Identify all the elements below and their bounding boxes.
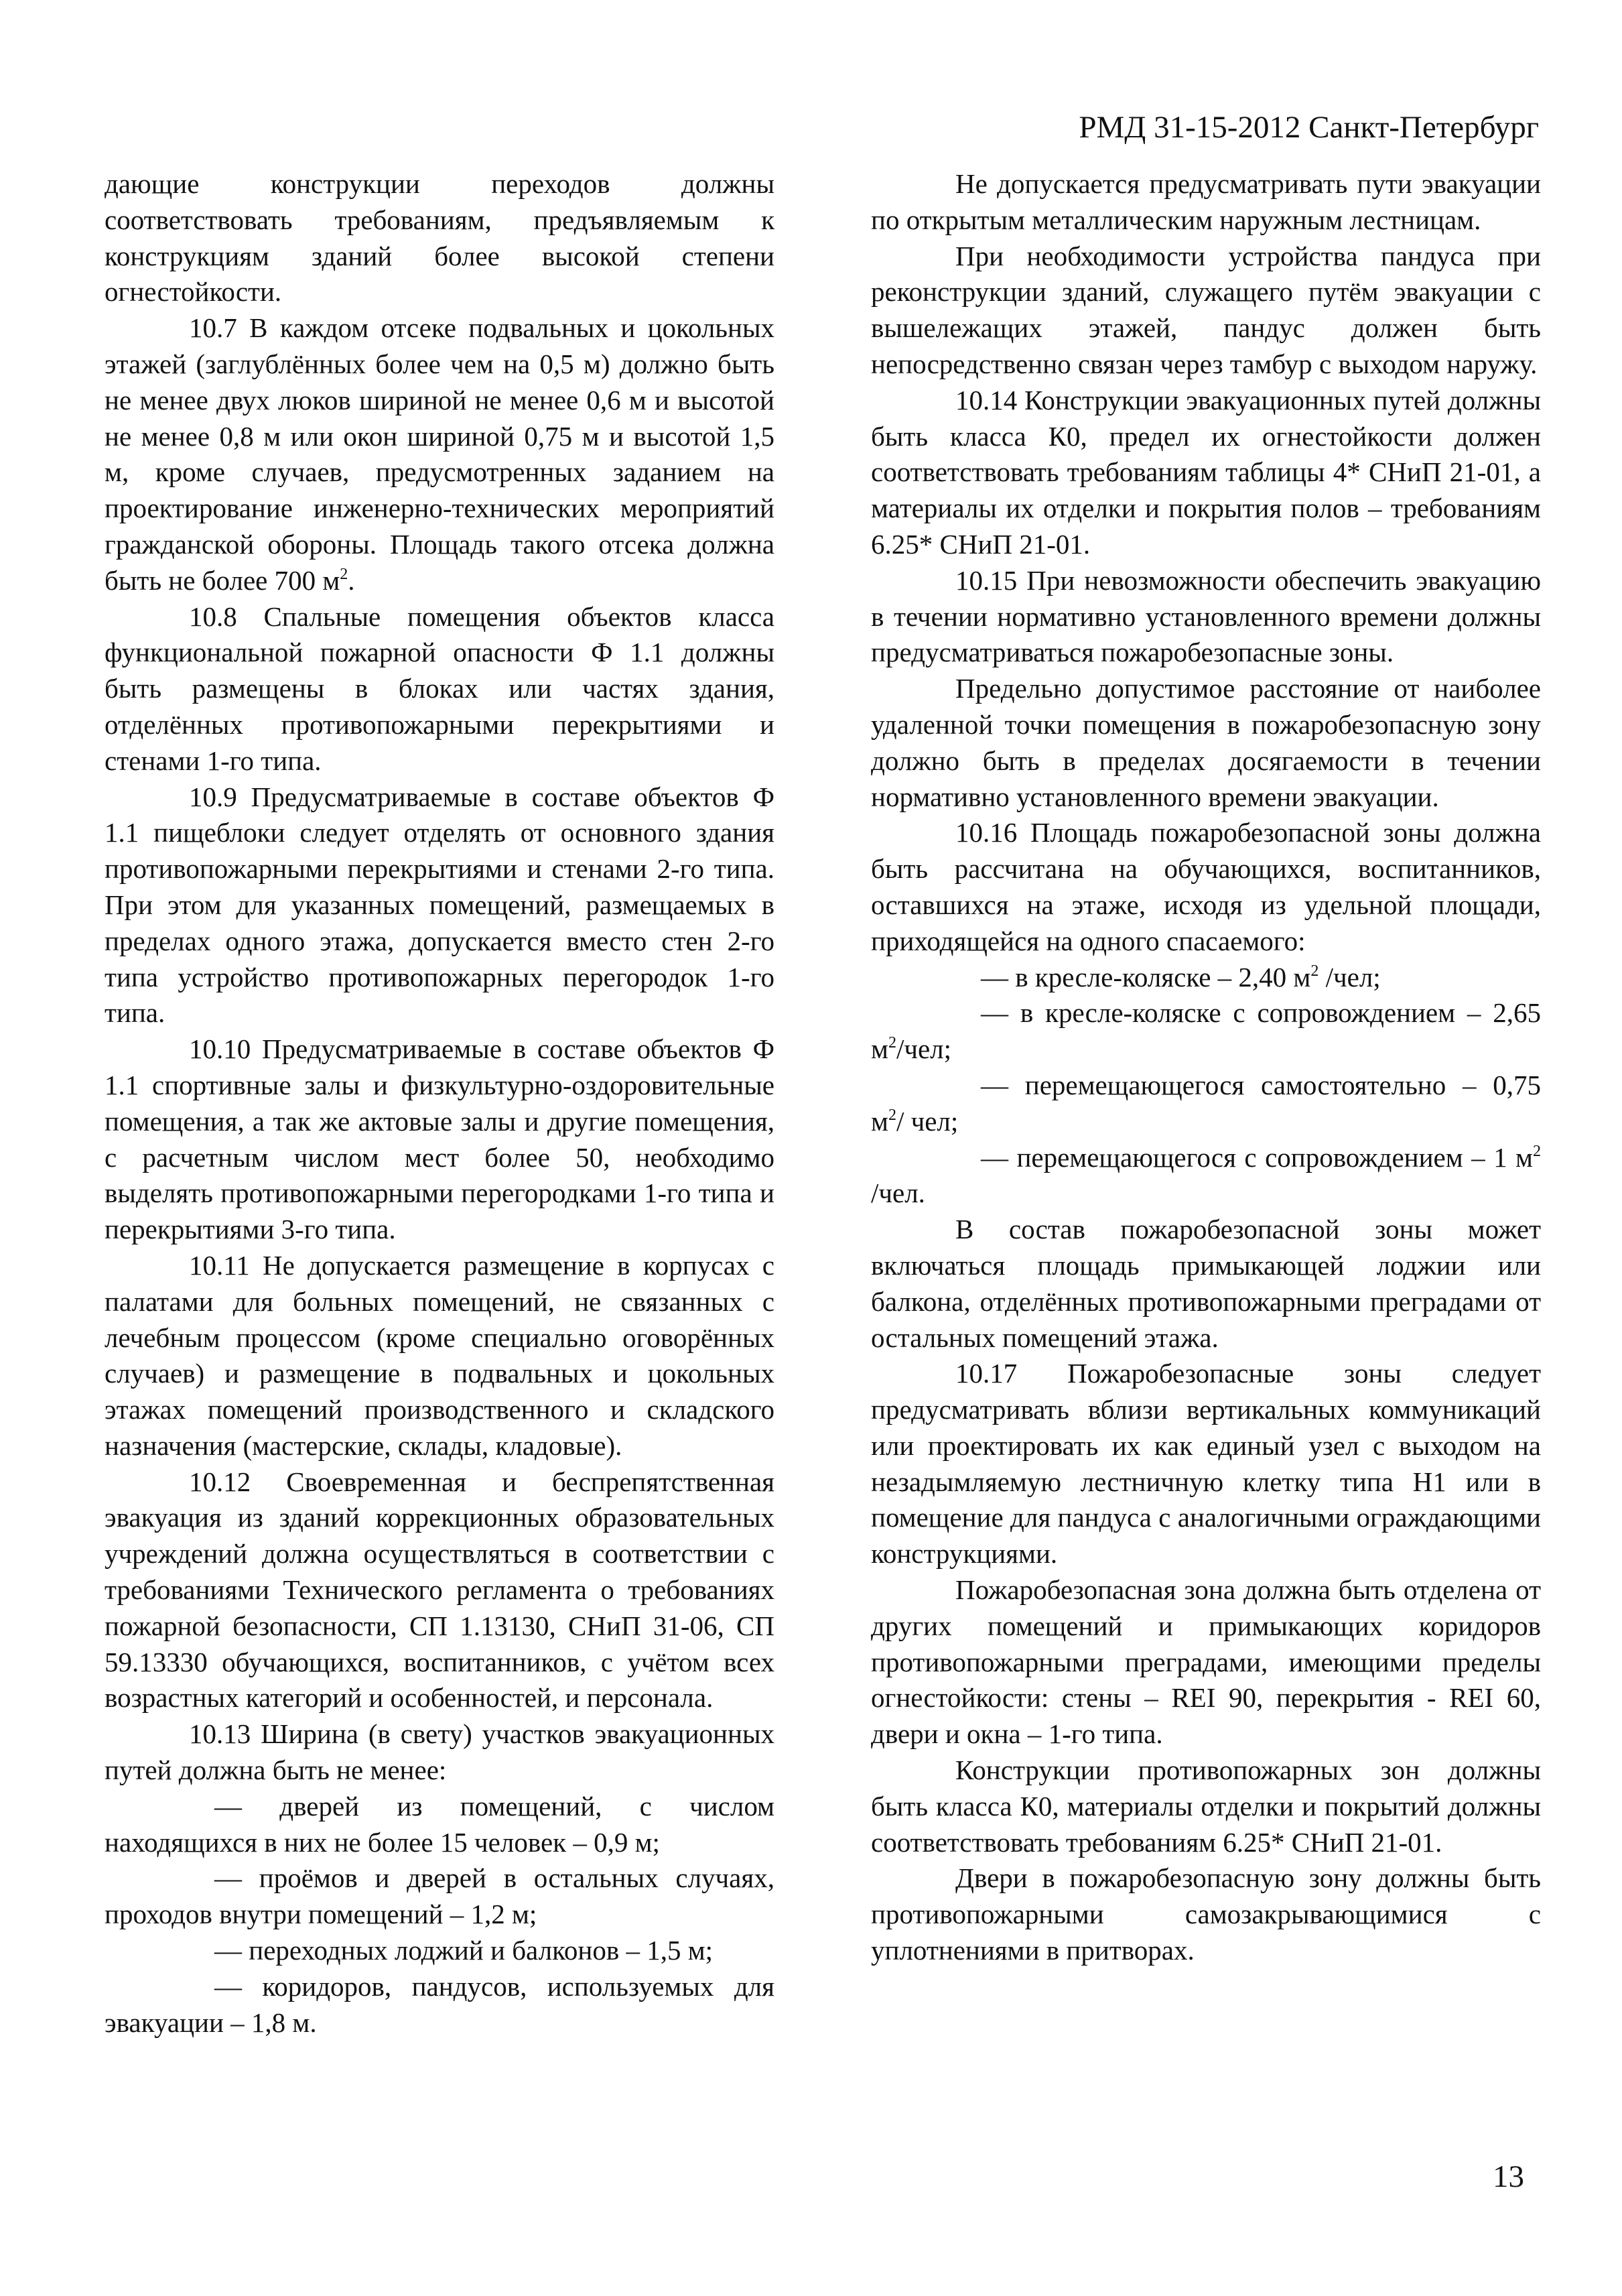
paragraph-10-10: 10.10 Предусматриваемые в составе объектов Ф 1.1 спортивные залы и физкультурно-оздоровительные помещения, а так же актовые залы и другие помещения, с расчетным числом мест более 50, необходимо выделять противопожарными перегородками 1-го типа и перекрытиями 3-го типа. <box>105 1033 774 1245</box>
list-item-wheelchair-unit: /чел; <box>1319 961 1381 993</box>
list-item-wheelchair-escort-text: — в кресле-коляске с сопровождением – 2,65 м <box>871 997 1541 1065</box>
paragraph-zone-composition: В состав пожаробезопасной зоны может включаться площадь примыкающей лоджии или балкона, отделённых противопожарными преградами от остальных помещений этажа. <box>871 1214 1541 1353</box>
paragraph-zone-separation: Пожаробезопасная зона должна быть отделена от других помещений и примыкающих коридоров противопожарными преградами, имеющими пределы огнестойкости: стены – REI 90, перекрытия - REI 60, двери и окна – 1-го типа. <box>871 1574 1541 1750</box>
superscript-2: 2 <box>1533 1142 1541 1160</box>
list-item-wheelchair-escort <box>871 995 1541 1068</box>
list-item-doors: — дверей из помещений, с числом находящихся в них не более 15 человек – 0,9 м; <box>105 1790 774 1858</box>
list-item-wheelchair-text: — в кресле-коляске – 2,40 м <box>981 961 1311 993</box>
superscript-2: 2 <box>340 565 348 583</box>
list-item-self-moving-text: — перемещающегося самостоятельно – 0,75 м <box>871 1069 1541 1137</box>
list-item-corridors: — коридоров, пандусов, используемых для эвакуации – 1,8 м. <box>105 1970 774 2038</box>
page-number: 13 <box>1493 2159 1524 2194</box>
list-item-loggias: — переходных лоджий и балконов – 1,5 м; <box>214 1935 714 1966</box>
document-header: РМД 31-15-2012 Санкт-Петербург <box>1079 110 1539 145</box>
left-column <box>105 166 774 2041</box>
list-item-openings: — проёмов и дверей в остальных случаях, проходов внутри помещений – 1,2 м; <box>105 1862 774 1930</box>
paragraph-continuation: дающие конструкции переходов должны соответствовать требованиям, предъявляемым к конструкциям зданий более высокой степени огнестойкости. <box>105 168 774 308</box>
superscript-2: 2 <box>888 1034 896 1052</box>
paragraph-10-11: 10.11 Не допускается размещение в корпусах с палатами для больных помещений, не связанных с лечебным процессом (кроме специально оговорённых случаев) и размещение в подвальных и цокольных этажах помещений производственного и складского назначения (мастерские, склады, кладовые). <box>105 1249 774 1461</box>
list-item-wheelchair <box>871 960 1541 996</box>
list-item-self-moving-unit: / чел; <box>896 1105 959 1137</box>
paragraph-10-12: 10.12 Своевременная и беспрепятственная эвакуация из зданий коррекционных образовательных учреждений должна осуществляться в соответствии с требованиями Технического регламента о требованиях пожарной безопасности, СП 1.13130, СНиП 31-06, СП 59.13330 обучающихся, воспитанников, с учётом всех возрастных категорий и особенностей, и персонала. <box>105 1466 774 1714</box>
paragraph-max-distance: Предельно допустимое расстояние от наиболее удаленной точки помещения в пожаробезопасную зону должно быть в пределах досягаемости в течении нормативно установленного времени эвакуации. <box>871 673 1541 812</box>
list-item-wheelchair-escort-unit: /чел; <box>896 1033 952 1065</box>
paragraph-10-15: 10.15 При невозможности обеспечить эвакуацию в течении нормативно установленного времени должны предусматриваться пожаробезопасные зоны. <box>871 564 1541 668</box>
superscript-2: 2 <box>888 1106 896 1124</box>
paragraph-external-stairs: Не допускается предусматривать пути эвакуации по открытым металлическим наружным лестницам. <box>871 168 1541 235</box>
paragraph-10-7-text: 10.7 В каждом отсеке подвальных и цокольных этажей (заглублённых более чем на 0,5 м) должно быть не менее двух люков шириной не менее 0,6 м и высотой не менее 0,8 м или окон шириной 0,75 м и высотой 1,5 м, кроме случаев, предусмотренных заданием на проектирование инженерно-технических мероприятий гражданской обороны. Площадь такого отсека должна быть не более 700 м <box>105 312 774 596</box>
right-column <box>871 166 1541 1969</box>
paragraph-10-16: 10.16 Площадь пожаробезопасной зоны должна быть рассчитана на обучающихся, воспитанников, оставшихся на этаже, исходя из удельной площади, приходящейся на одного спасаемого: <box>871 817 1541 956</box>
paragraph-10-7 <box>105 310 774 598</box>
paragraph-10-14: 10.14 Конструкции эвакуационных путей должны быть класса К0, предел их огнестойкости должен соответствовать требованиям таблицы 4* СНиП 21-01, а материалы их отделки и покрытия полов – требованиям 6.25* СНиП 21-01. <box>871 384 1541 560</box>
paragraph-ramp: При необходимости устройства пандуса при реконструкции зданий, служащего путём эвакуации с вышележащих этажей, пандус должен быть непосредственно связан через тамбур с выходом наружу. <box>871 240 1541 379</box>
paragraph-10-13: 10.13 Ширина (в свету) участков эвакуационных путей должна быть не менее: <box>105 1718 774 1786</box>
list-item-self-moving <box>871 1068 1541 1140</box>
paragraph-10-8: 10.8 Спальные помещения объектов класса функциональной пожарной опасности Ф 1.1 должны быть размещены в блоках или частях здания, отделённых противопожарными перекрытиями и стенами 1-го типа. <box>105 600 774 776</box>
list-item-escorted-unit: /чел. <box>871 1177 925 1209</box>
list-item-escorted <box>871 1140 1541 1212</box>
paragraph-zone-doors: Двери в пожаробезопасную зону должны быть противопожарными самозакрывающимися с уплотнениями в притворах. <box>871 1862 1541 1966</box>
paragraph-zone-constructions: Конструкции противопожарных зон должны быть класса К0, материалы отделки и покрытий должны соответствовать требованиям 6.25* СНиП 21-01. <box>871 1755 1541 1858</box>
paragraph-10-9: 10.9 Предусматриваемые в составе объектов Ф 1.1 пищеблоки следует отделять от основного здания противопожарными перекрытиями и стенами 2-го типа. При этом для указанных помещений, размещаемых в пределах одного этажа, допускается вместо стен 2-го типа устройство противопожарных перегородок 1-го типа. <box>105 781 774 1029</box>
superscript-2: 2 <box>1310 962 1319 980</box>
list-item-escorted-text: — перемещающегося с сопровождением – 1 м <box>981 1141 1533 1173</box>
paragraph-10-17: 10.17 Пожаробезопасные зоны следует предусматривать вблизи вертикальных коммуникаций или проектировать их как единый узел с выходом на незадымляемую лестничную клетку типа Н1 или в помещение для пандуса с аналогичными ограждающими конструкциями. <box>871 1358 1541 1570</box>
paragraph-10-7-end: . <box>348 564 355 596</box>
